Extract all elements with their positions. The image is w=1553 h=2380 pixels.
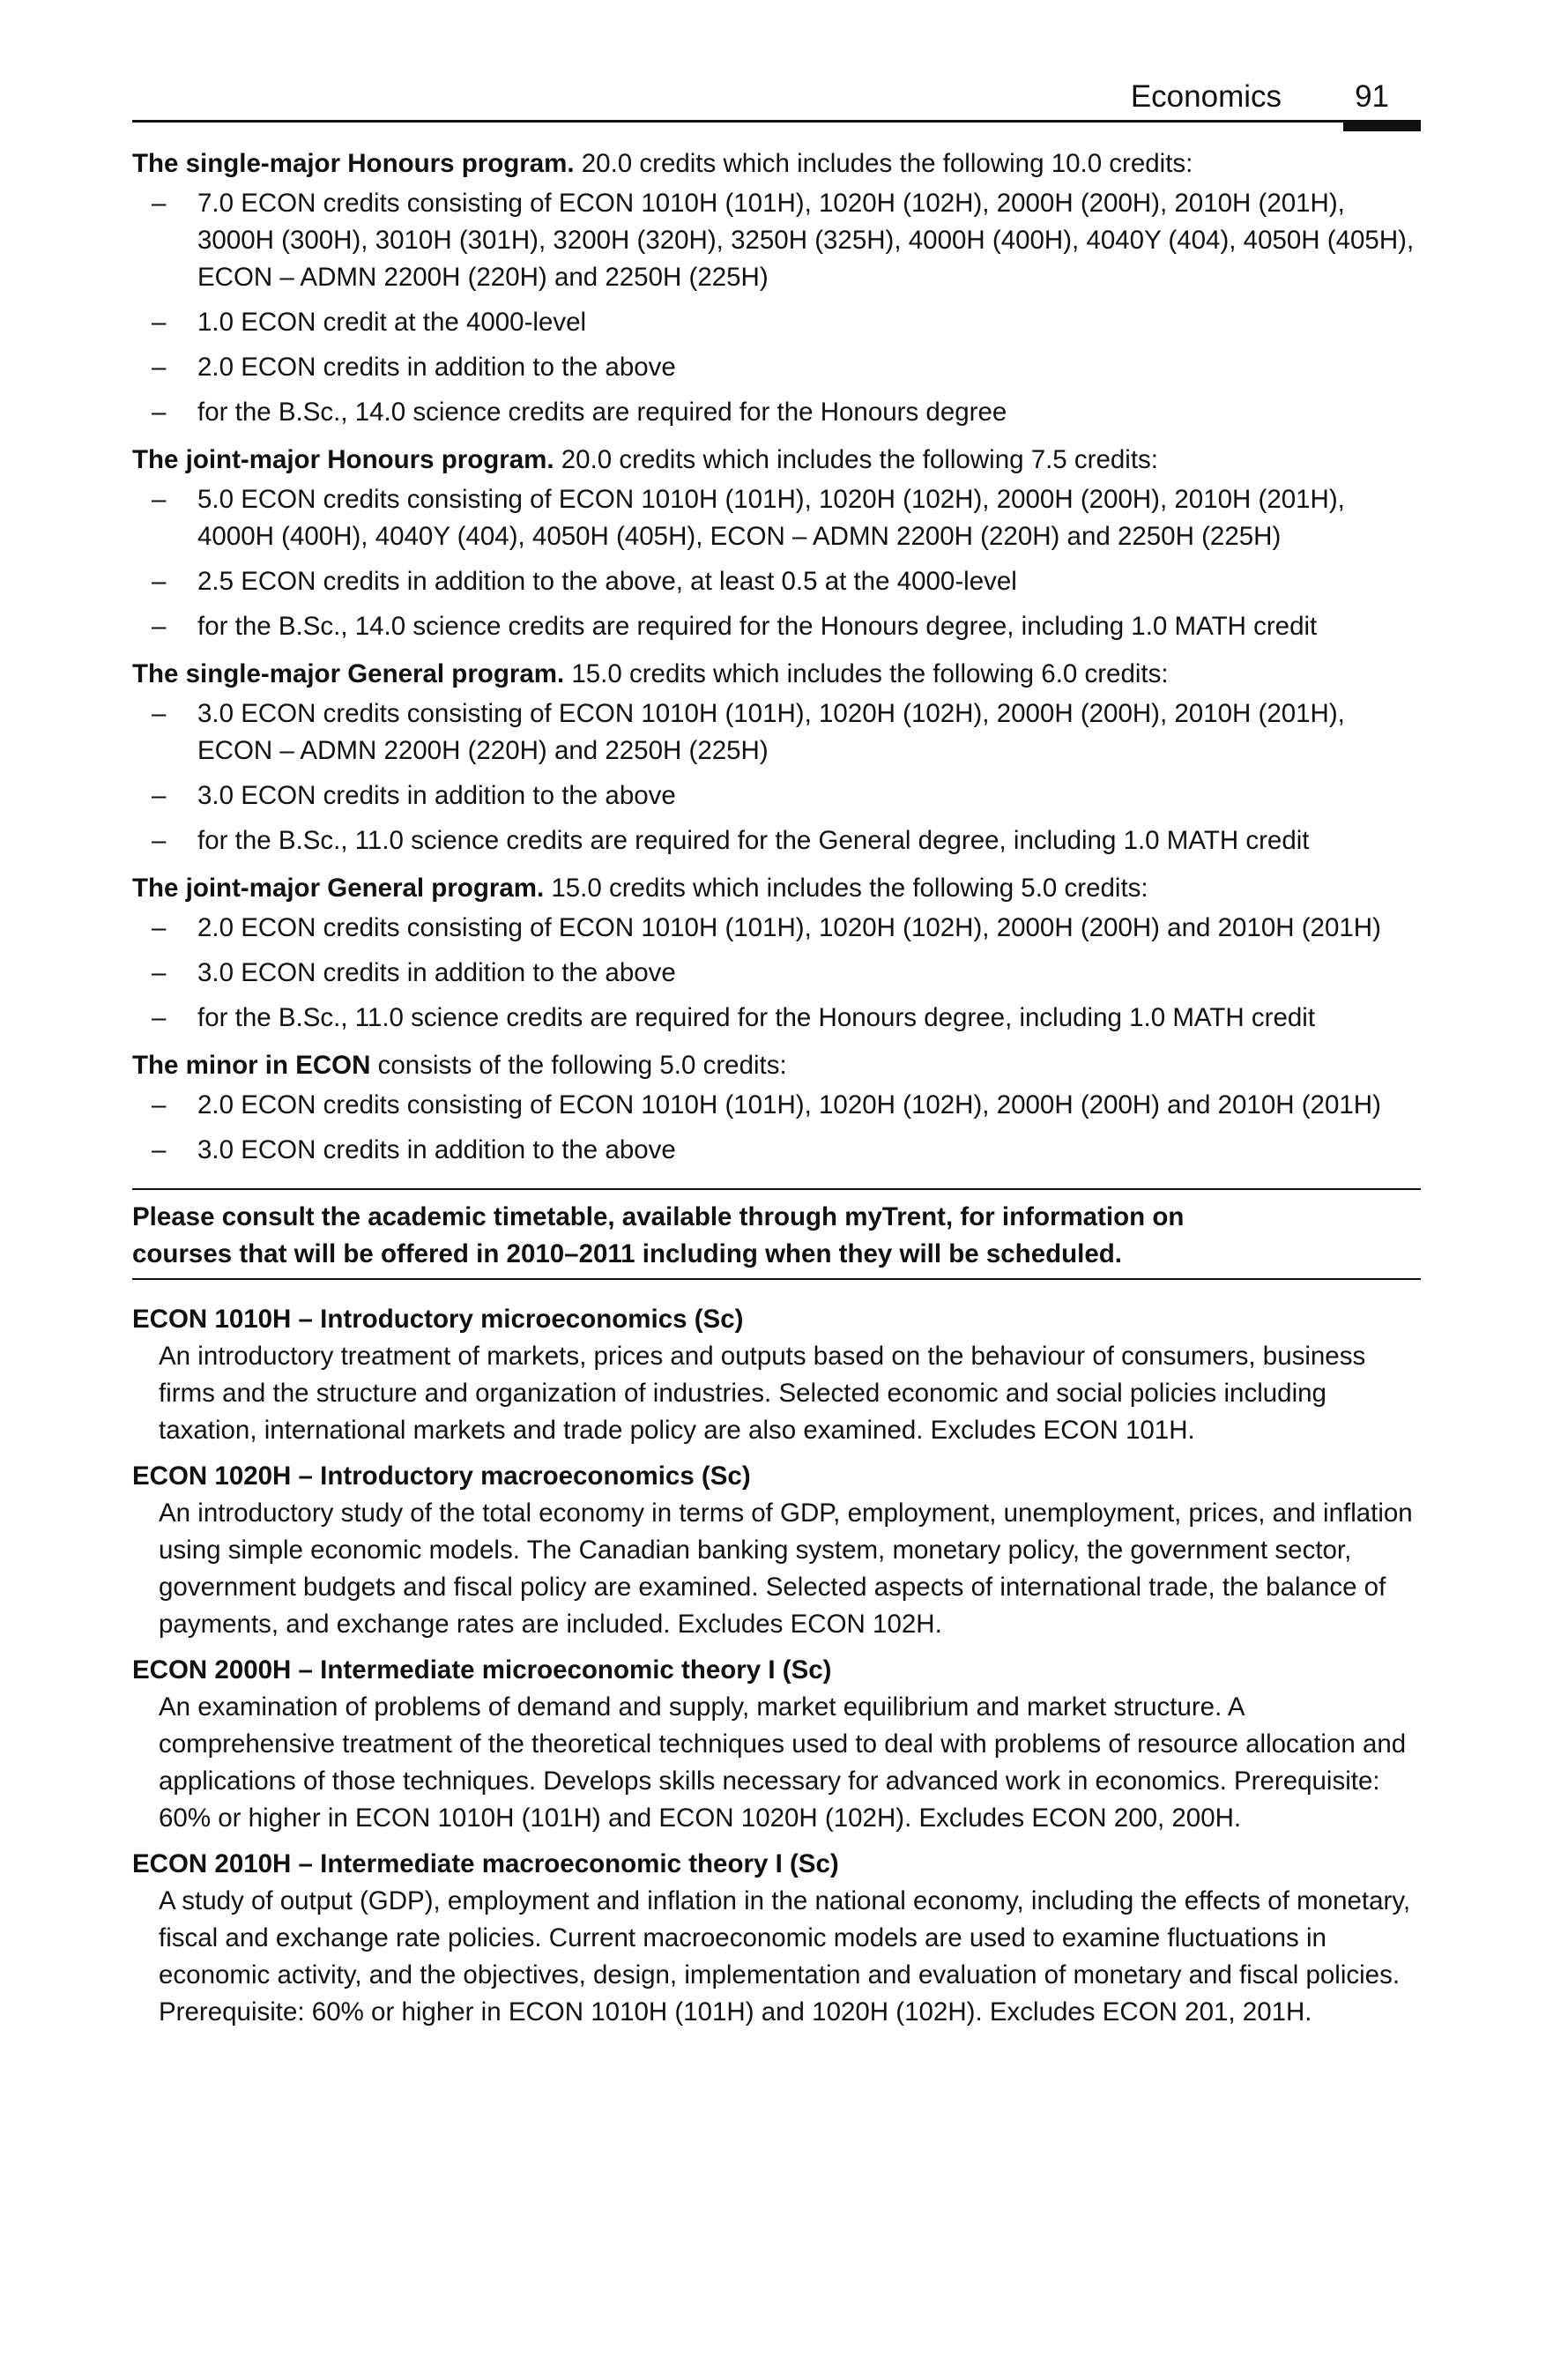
page-number: 91 [1355, 79, 1389, 114]
notice-line: Please consult the academic timetable, available through myTrent, for information on [132, 1202, 1185, 1231]
requirement-list [132, 695, 1421, 859]
course-econ-1020h [132, 1458, 1421, 1643]
requirement-item [132, 349, 1421, 386]
requirement-item [132, 608, 1421, 645]
course-title: ECON 1020H – Introductory macroeconomics (Sc) [132, 1461, 751, 1491]
requirement-text: 3.0 ECON credits consisting of ECON 1010H (101H), 1020H (102H), 2000H (200H), 2010H (201H), ECON – ADMN 2200H (220H) and 2250H (225H) [197, 699, 1345, 765]
section-title: Economics [1130, 79, 1282, 114]
requirement-text: 7.0 ECON credits consisting of ECON 1010H (101H), 1020H (102H), 2000H (200H), 2010H (201H), 3000H (300H), 3010H (301H), 3200H (320H), 3250H (325H), 4000H (400H), 4040Y (404), 4050H (405H), ECON – ADMN 2200H (220H) and 2250H (225H) [197, 189, 1415, 292]
program-heading [132, 653, 1421, 695]
requirement-text: for the B.Sc., 14.0 science credits are required for the Honours degree, including 1.0 MATH credit [197, 612, 1318, 641]
running-header [132, 79, 1421, 123]
program-single-major-honours [132, 143, 1421, 431]
dash-bullet: – [152, 958, 167, 987]
program-name: The single-major General program. [132, 659, 565, 688]
program-summary: 15.0 credits which includes the following 5.0 credits: [544, 874, 1148, 903]
dash-bullet: – [152, 308, 167, 337]
requirement-text: for the B.Sc., 11.0 science credits are required for the Honours degree, including 1.0 MATH credit [197, 1003, 1316, 1032]
dash-bullet: – [152, 913, 167, 942]
program-heading [132, 1045, 1421, 1087]
requirement-item [132, 1087, 1421, 1124]
requirement-item [132, 822, 1421, 859]
program-summary: consists of the following 5.0 credits: [370, 1051, 787, 1080]
program-single-major-general [132, 653, 1421, 859]
requirement-item [132, 1000, 1421, 1037]
course-econ-1010h [132, 1301, 1421, 1449]
program-requirements [132, 143, 1421, 1169]
program-name: The joint-major Honours program. [132, 445, 554, 474]
course-list [132, 1301, 1421, 2031]
requirement-item [132, 777, 1421, 814]
course-title: ECON 1010H – Introductory microeconomics (Sc) [132, 1305, 744, 1334]
notice-line: courses that will be offered in 2010–2011 including when they will be scheduled. [132, 1239, 1122, 1268]
requirement-text: 2.0 ECON credits in addition to the above [197, 353, 676, 382]
requirement-text: 2.5 ECON credits in addition to the above, at least 0.5 at the 4000-level [197, 567, 1017, 596]
requirement-item [132, 563, 1421, 600]
dash-bullet: – [152, 612, 167, 641]
dash-bullet: – [152, 353, 167, 382]
course-title: ECON 2000H – Intermediate microeconomic theory I (Sc) [132, 1655, 832, 1685]
dash-bullet: – [152, 485, 167, 514]
course-description: An introductory treatment of markets, prices and outputs based on the behaviour of consumers, business firms and the structure and organization of industries. Selected economic and social policies including taxation, international markets and trade policy are also examined. Excludes ECON 101H. [159, 1342, 1366, 1445]
program-summary: 15.0 credits which includes the following 6.0 credits: [564, 659, 1169, 688]
requirement-list [132, 1087, 1421, 1169]
requirement-text: 5.0 ECON credits consisting of ECON 1010H (101H), 1020H (102H), 2000H (200H), 2010H (201H), 4000H (400H), 4040Y (404), 4050H (405H), ECON – ADMN 2200H (220H) and 2250H (225H) [197, 485, 1345, 551]
dash-bullet: – [152, 781, 167, 810]
requirement-text: 1.0 ECON credit at the 4000-level [197, 308, 587, 337]
dash-bullet: – [152, 699, 167, 728]
course-econ-2000h [132, 1652, 1421, 1837]
requirement-list [132, 185, 1421, 431]
timetable-notice [132, 1188, 1421, 1280]
page [132, 79, 1421, 2040]
requirement-text: 3.0 ECON credits in addition to the above [197, 958, 676, 987]
course-description: An examination of problems of demand and supply, market equilibrium and market structure. A comprehensive treatment of the theoretical techniques used to deal with problems of resource allocation and applications of those techniques. Develops skills necessary for advanced work in economics. Prerequisite: 60% or higher in ECON 1010H (101H) and ECON 1020H (102H). Excludes ECON 200, 200H. [159, 1692, 1407, 1833]
requirement-item [132, 185, 1421, 296]
requirement-text: for the B.Sc., 11.0 science credits are required for the General degree, including 1.0 MATH credit [197, 826, 1310, 855]
program-heading [132, 867, 1421, 910]
program-summary: 20.0 credits which includes the following 7.5 credits: [554, 445, 1158, 474]
requirement-item [132, 481, 1421, 555]
requirement-text: 3.0 ECON credits in addition to the above [197, 1135, 676, 1164]
header-page-tab [1343, 122, 1421, 131]
program-name: The single-major Honours program. [132, 149, 575, 178]
dash-bullet: – [152, 826, 167, 855]
dash-bullet: – [152, 398, 167, 427]
program-summary: 20.0 credits which includes the following 10.0 credits: [574, 149, 1193, 178]
course-title: ECON 2010H – Intermediate macroeconomic theory I (Sc) [132, 1849, 839, 1878]
requirement-text: 2.0 ECON credits consisting of ECON 1010H (101H), 1020H (102H), 2000H (200H) and 2010H (201H) [197, 913, 1381, 942]
requirement-text: for the B.Sc., 14.0 science credits are required for the Honours degree [197, 398, 1007, 427]
dash-bullet: – [152, 189, 167, 218]
program-joint-major-general [132, 867, 1421, 1037]
dash-bullet: – [152, 567, 167, 596]
course-description: An introductory study of the total economy in terms of GDP, employment, unemployment, prices, and inflation using simple economic models. The Canadian banking system, monetary policy, the government sector, government budgets and fiscal policy are examined. Selected aspects of international trade, the balance of payments, and exchange rates are included. Excludes ECON 102H. [159, 1499, 1413, 1639]
requirement-list [132, 910, 1421, 1037]
program-heading [132, 439, 1421, 481]
program-name: The joint-major General program. [132, 874, 545, 903]
requirement-item [132, 304, 1421, 341]
program-joint-major-honours [132, 439, 1421, 645]
requirement-item [132, 1132, 1421, 1169]
requirement-item [132, 695, 1421, 770]
requirement-item [132, 910, 1421, 947]
course-econ-2010h [132, 1846, 1421, 2031]
program-minor-econ [132, 1045, 1421, 1169]
header-rule [132, 120, 1421, 123]
dash-bullet: – [152, 1135, 167, 1164]
requirement-item [132, 394, 1421, 431]
program-heading [132, 143, 1421, 185]
program-name: The minor in ECON [132, 1051, 371, 1080]
requirement-text: 3.0 ECON credits in addition to the above [197, 781, 676, 810]
requirement-item [132, 955, 1421, 992]
course-description: A study of output (GDP), employment and inflation in the national economy, including the effects of monetary, fiscal and exchange rate policies. Current macroeconomic models are used to examine fluctuations in economic activity, and the objectives, design, implementation and evaluation of monetary and fiscal policies. Prerequisite: 60% or higher in ECON 1010H (101H) and 1020H (102H). Excludes ECON 201, 201H. [159, 1886, 1411, 2027]
requirement-text: 2.0 ECON credits consisting of ECON 1010H (101H), 1020H (102H), 2000H (200H) and 2010H (201H) [197, 1090, 1381, 1119]
dash-bullet: – [152, 1090, 167, 1119]
requirement-list [132, 481, 1421, 645]
dash-bullet: – [152, 1003, 167, 1032]
